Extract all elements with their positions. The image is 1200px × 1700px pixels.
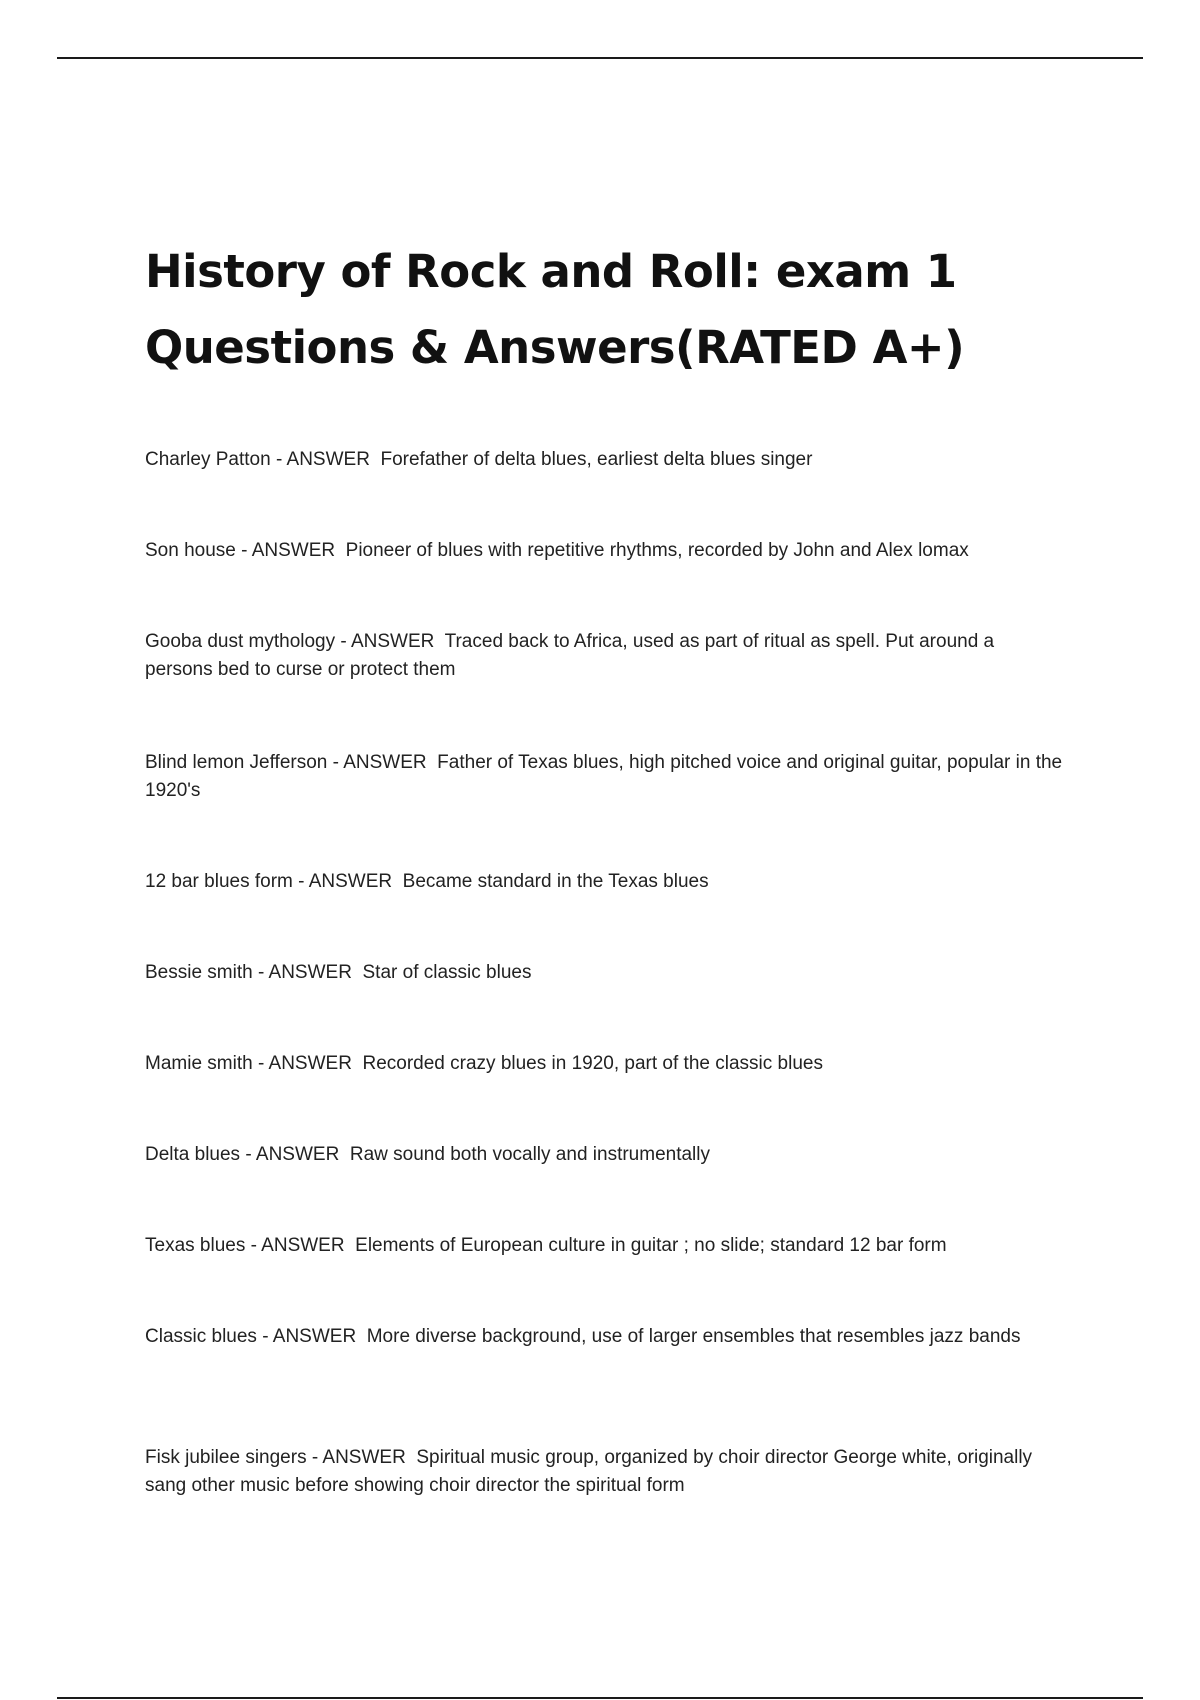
qa-term: Texas blues: [145, 1235, 246, 1256]
qa-entry: [145, 959, 1065, 987]
qa-answer: Recorded crazy blues in 1920, part of the classic blues: [362, 1053, 823, 1074]
qa-term: Mamie smith: [145, 1053, 253, 1074]
qa-separator: - ANSWER: [335, 631, 445, 652]
qa-answer: Star of classic blues: [362, 962, 532, 983]
top-rule: [57, 57, 1143, 59]
qa-entry: [145, 537, 1065, 565]
qa-entry: [145, 1323, 1065, 1351]
qa-term: 12 bar blues form: [145, 871, 293, 892]
qa-separator: - ANSWER: [270, 449, 381, 470]
qa-separator: - ANSWER: [235, 540, 346, 561]
qa-answer: Father of Texas blues, high pitched voice and original guitar, popular in the 1920's: [145, 752, 1063, 801]
qa-entry: [145, 868, 1065, 896]
qa-term: Delta blues: [145, 1144, 241, 1165]
qa-answer: Elements of European culture in guitar ; no slide; standard 12 bar form: [355, 1235, 947, 1256]
title-line-2: Questions & Answers(RATED A+): [145, 321, 965, 374]
qa-separator: - ANSWER: [252, 962, 363, 983]
qa-separator: - ANSWER: [306, 1447, 417, 1468]
qa-answer: Traced back to Africa, used as part of ritual as spell. Put around a persons bed to curse or protect them: [145, 631, 995, 680]
qa-answer: Forefather of delta blues, earliest delta blues singer: [380, 449, 813, 470]
qa-term: Fisk jubilee singers: [145, 1447, 307, 1468]
bottom-rule: [57, 1697, 1143, 1699]
qa-separator: - ANSWER: [240, 1144, 350, 1165]
qa-separator: - ANSWER: [327, 752, 438, 773]
qa-answer: Became standard in the Texas blues: [402, 871, 709, 892]
qa-entry: [145, 749, 1065, 805]
qa-term: Charley Patton: [145, 449, 271, 470]
qa-answer: Raw sound both vocally and instrumentally: [349, 1144, 710, 1165]
qa-separator: - ANSWER: [292, 871, 403, 892]
qa-entry: [145, 1050, 1065, 1078]
title-line-1: History of Rock and Roll: exam 1: [145, 245, 957, 298]
qa-term: Gooba dust mythology: [145, 631, 336, 652]
qa-separator: - ANSWER: [256, 1326, 367, 1347]
qa-answer: Pioneer of blues with repetitive rhythms, recorded by John and Alex lomax: [345, 540, 969, 561]
qa-term: Classic blues: [145, 1326, 257, 1347]
qa-separator: - ANSWER: [245, 1235, 356, 1256]
qa-entry: [145, 1232, 1065, 1260]
qa-answer: Spiritual music group, organized by choir director George white, originally sang other music before showing choir director the spiritual form: [145, 1447, 1033, 1496]
qa-entry: [145, 1444, 1065, 1500]
qa-answer: More diverse background, use of larger ensembles that resembles jazz bands: [366, 1326, 1021, 1347]
qa-separator: - ANSWER: [252, 1053, 363, 1074]
qa-entry: [145, 446, 1065, 474]
qa-entry: [145, 628, 1065, 684]
qa-term: Blind lemon Jefferson: [145, 752, 328, 773]
qa-term: Bessie smith: [145, 962, 253, 983]
qa-entry: [145, 1141, 1065, 1169]
document-title: [145, 234, 1105, 386]
qa-term: Son house: [145, 540, 236, 561]
